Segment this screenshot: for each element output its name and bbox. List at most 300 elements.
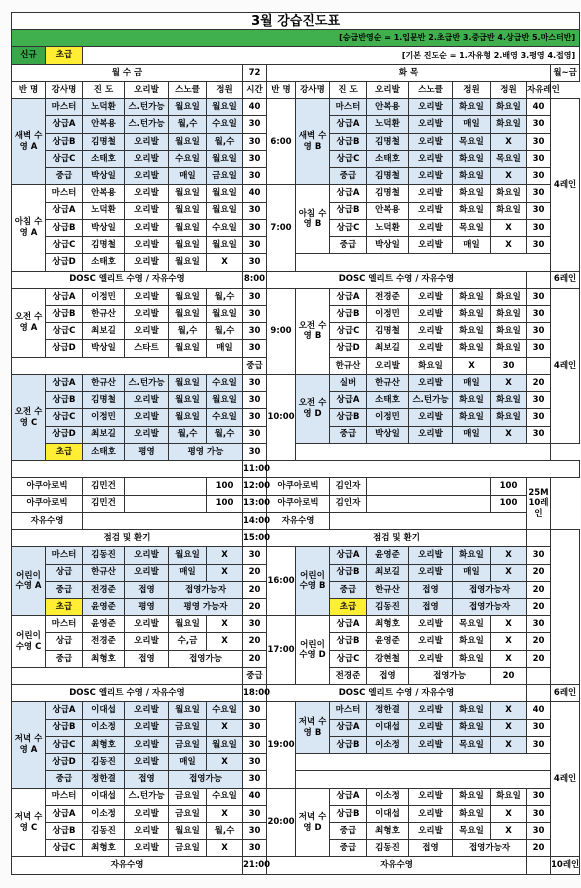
schedule-cell: 화요일 — [491, 305, 527, 322]
schedule-cell: 안복용 — [367, 202, 409, 219]
schedule-cell: 최형호 — [367, 823, 409, 840]
schedule-cell: 소태호 — [367, 150, 409, 167]
capacity-cell: 30 — [243, 150, 267, 167]
class-group: 아침 수영 B — [296, 185, 330, 254]
schedule-cell: 최형호 — [367, 616, 409, 633]
empty-cell — [125, 495, 207, 512]
schedule-cell: X — [207, 564, 243, 581]
aqua-instructor: 김민건 — [83, 495, 125, 512]
schedule-cell: 오리발 — [125, 719, 169, 736]
schedule-cell: 오리발 — [125, 219, 169, 236]
schedule-cell: 오리발 — [125, 702, 169, 719]
capacity-cell: 100 — [207, 478, 243, 495]
schedule-cell: 월요일 — [169, 374, 207, 391]
time-slot: 14:00 — [243, 512, 267, 529]
capacity-cell: 30 — [527, 719, 551, 736]
schedule-cell: 정한결 — [83, 771, 125, 788]
schedule-cell: X — [491, 168, 527, 185]
schedule-cell: 마스터 — [330, 702, 367, 719]
time-slot: 12:00 — [243, 478, 267, 495]
schedule-cell: 상급B — [330, 564, 367, 581]
schedule-cell: 오리발 — [409, 288, 453, 305]
schedule-cell: 마스터 — [46, 788, 83, 805]
schedule-cell: 상급B — [46, 392, 83, 409]
empty-cell — [527, 530, 551, 547]
capacity-cell: 30 — [527, 323, 551, 340]
schedule-cell: 이대섭 — [83, 702, 125, 719]
schedule-cell: 전경준 — [330, 667, 367, 684]
aqua-label: 아쿠아로빅 — [267, 478, 330, 495]
schedule-cell: 오리발 — [125, 168, 169, 185]
schedule-cell: 이소정 — [83, 719, 125, 736]
schedule-cell: 전경준 — [83, 581, 125, 598]
capacity-cell: 20 — [491, 667, 527, 684]
schedule-cell: 평영 가능자 — [169, 598, 243, 615]
schedule-cell: 월,수 — [169, 116, 207, 133]
schedule-cell: X — [491, 736, 527, 753]
table-row — [12, 99, 580, 116]
schedule-cell: 화요일 — [453, 150, 491, 167]
col-header: 진 도 — [330, 81, 367, 98]
schedule-cell: 화요일 — [491, 288, 527, 305]
schedule-cell: 스.턴가능 — [125, 788, 169, 805]
schedule-cell: X — [491, 823, 527, 840]
schedule-cell: 최형호 — [83, 650, 125, 667]
schedule-cell: 오리발 — [125, 323, 169, 340]
schedule-cell: 금요일 — [169, 805, 207, 822]
schedule-cell: 상급A — [330, 185, 367, 202]
schedule-cell: 김명철 — [83, 392, 125, 409]
schedule-cell: 오리발 — [125, 185, 169, 202]
schedule-cell: 초급 — [46, 443, 83, 460]
capacity-cell: 30 — [243, 305, 267, 322]
capacity-cell: 40 — [527, 99, 551, 116]
col-header: 반 명 — [12, 81, 46, 98]
schedule-cell: 오리발 — [409, 340, 453, 357]
elite-label: DOSC 엘리트 수영 / 자유수영 — [267, 685, 527, 702]
schedule-cell: 평영 — [125, 443, 169, 460]
time-slot: 15:00 — [243, 530, 267, 547]
schedule-cell: 최형호 — [83, 840, 125, 857]
schedule-cell: 중급 — [330, 823, 367, 840]
schedule-cell: 목요일 — [453, 616, 491, 633]
schedule-cell: 상급A — [330, 616, 367, 633]
schedule-cell: 오리발 — [409, 374, 453, 391]
schedule-cell: 오리발 — [409, 305, 453, 322]
schedule-cell: 최보길 — [83, 323, 125, 340]
capacity-cell: 100 — [491, 495, 527, 512]
capacity-cell: 20 — [527, 840, 551, 857]
capacity-cell: 30 — [243, 771, 267, 788]
schedule-cell: 안복용 — [83, 185, 125, 202]
col-header: 반 명 — [267, 81, 296, 98]
empty-cell — [296, 754, 551, 771]
class-group: 오전 수영 D — [296, 374, 330, 443]
schedule-cell: 오리발 — [125, 288, 169, 305]
schedule-cell: 오리발 — [409, 702, 453, 719]
schedule-cell: 오리발 — [409, 168, 453, 185]
schedule-cell: 상급C — [46, 237, 83, 254]
schedule-cell: 한규산 — [330, 357, 367, 374]
schedule-cell: 월요일 — [169, 237, 207, 254]
schedule-cell: 안복용 — [83, 116, 125, 133]
aqua-instructor: 김인자 — [330, 495, 367, 512]
aqua-label: 아쿠아로빅 — [12, 495, 83, 512]
schedule-cell: 초급 — [330, 598, 367, 615]
schedule-cell: X — [207, 633, 243, 650]
schedule-cell: 마스터 — [46, 547, 83, 564]
capacity-cell: 20 — [527, 374, 551, 391]
schedule-cell: 상급D — [46, 340, 83, 357]
schedule-cell: 월요일 — [169, 185, 207, 202]
capacity-cell: 20 — [243, 564, 267, 581]
schedule-cell: 접영가능자 — [453, 840, 527, 857]
schedule-cell: 화요일 — [453, 305, 491, 322]
table-row — [12, 857, 580, 874]
table-row — [12, 754, 580, 771]
schedule-cell: 상급B — [46, 719, 83, 736]
schedule-cell: 매일 — [453, 116, 491, 133]
table-row — [12, 547, 580, 564]
schedule-cell: 수요일 — [207, 409, 243, 426]
schedule-cell: 접영 — [125, 581, 169, 598]
capacity-cell: 30 — [527, 392, 551, 409]
schedule-cell: 중급 — [330, 840, 367, 857]
table-row — [12, 47, 580, 64]
table-row — [12, 461, 580, 478]
capacity-cell: 30 — [491, 357, 527, 374]
class-group: 오전 수영 A — [12, 288, 46, 357]
schedule-cell: 안복용 — [367, 99, 409, 116]
schedule-cell: 상급C — [46, 409, 83, 426]
schedule-cell: 화요일 — [491, 323, 527, 340]
schedule-cell: 상급C — [330, 150, 367, 167]
schedule-cell: 화요일 — [453, 288, 491, 305]
schedule-cell: 한규산 — [83, 305, 125, 322]
schedule-cell: 김명철 — [367, 133, 409, 150]
schedule-cell: 소태호 — [367, 392, 409, 409]
schedule-cell: 윤영준 — [83, 616, 125, 633]
schedule-cell: 중급 — [243, 667, 267, 684]
schedule-cell: 월요일 — [207, 305, 243, 322]
capacity-cell: 30 — [527, 237, 551, 254]
capacity-cell: 30 — [243, 702, 267, 719]
capacity-cell: 30 — [243, 219, 267, 236]
schedule-cell: 오리발 — [409, 823, 453, 840]
schedule-cell: 상급C — [330, 323, 367, 340]
schedule-cell: 오리발 — [409, 633, 453, 650]
schedule-cell: 매일 — [453, 374, 491, 391]
schedule-cell: 상급A — [330, 788, 367, 805]
schedule-cell: X — [491, 633, 527, 650]
capacity-cell: 30 — [243, 719, 267, 736]
schedule-cell: 초급 — [46, 598, 83, 615]
empty-cell — [527, 857, 551, 874]
free-lane-header: 자유레인 — [527, 81, 551, 98]
free-lane: 6레인 — [551, 685, 580, 702]
schedule-cell: 마스터 — [46, 616, 83, 633]
new-label: 신규 — [12, 47, 46, 64]
schedule-cell: 수요일 — [207, 788, 243, 805]
schedule-cell: 월,수 — [207, 133, 243, 150]
class-group: 어린이 수영 D — [296, 616, 330, 685]
class-group: 저녁 수영 D — [296, 788, 330, 857]
schedule-cell: 월요일 — [169, 254, 207, 271]
schedule-cell: X — [491, 616, 527, 633]
schedule-cell: 오리발 — [409, 788, 453, 805]
capacity-cell: 30 — [527, 305, 551, 322]
schedule-cell: 오리발 — [409, 719, 453, 736]
schedule-cell: 오리발 — [125, 633, 169, 650]
schedule-cell: 한규산 — [83, 374, 125, 391]
schedule-cell: 화요일 — [409, 357, 453, 374]
schedule-cell: 화요일 — [491, 409, 527, 426]
schedule-cell: X — [453, 357, 491, 374]
schedule-cell: 오리발 — [409, 547, 453, 564]
schedule-cell: 화요일 — [453, 788, 491, 805]
free-swim-label: 자유수영 — [267, 512, 330, 529]
capacity-cell: 100 — [207, 495, 243, 512]
table-row — [12, 30, 580, 47]
schedule-cell: 화요일 — [491, 202, 527, 219]
capacity-cell: 30 — [527, 219, 551, 236]
time-slot: 13:00 — [243, 495, 267, 512]
schedule-cell: 월요일 — [207, 99, 243, 116]
schedule-cell: 월요일 — [207, 392, 243, 409]
new-level: 초급 — [46, 47, 83, 64]
schedule-cell: 노덕환 — [83, 202, 125, 219]
capacity-cell: 30 — [243, 323, 267, 340]
schedule-cell: 상급C — [330, 219, 367, 236]
time-slot: 21:00 — [243, 857, 267, 874]
schedule-cell: 월,수 — [207, 426, 243, 443]
schedule-cell: 노덕환 — [83, 99, 125, 116]
schedule-cell: 매일 — [169, 564, 207, 581]
capacity-cell: 30 — [243, 547, 267, 564]
empty-cell — [267, 461, 580, 478]
capacity-cell: 30 — [527, 116, 551, 133]
schedule-cell: 상급A — [330, 719, 367, 736]
schedule-cell: 월요일 — [169, 133, 207, 150]
schedule-cell: 상급C — [46, 323, 83, 340]
class-group: 저녁 수영 C — [12, 788, 46, 857]
schedule-cell: 오리발 — [125, 805, 169, 822]
table-row — [12, 271, 580, 288]
schedule-cell: X — [207, 840, 243, 857]
schedule-cell: 월요일 — [207, 150, 243, 167]
schedule-cell: 한규산 — [83, 564, 125, 581]
schedule-cell: 월요일 — [169, 823, 207, 840]
schedule-cell: 김동진 — [367, 598, 409, 615]
capacity-cell: 20 — [527, 633, 551, 650]
schedule-cell: 상급C — [46, 736, 83, 753]
schedule-cell: 화요일 — [453, 392, 491, 409]
schedule-cell: 월요일 — [169, 305, 207, 322]
col-header: 오리발 — [367, 81, 409, 98]
schedule-cell: 박상일 — [367, 237, 409, 254]
schedule-cell: 접영가능자 — [453, 598, 527, 615]
schedule-cell: 화요일 — [453, 340, 491, 357]
schedule-cell: 이정민 — [367, 305, 409, 322]
schedule-cell: X — [491, 702, 527, 719]
capacity-cell: 30 — [527, 150, 551, 167]
schedule-cell: 화요일 — [453, 633, 491, 650]
schedule-cell: 접영가능자 — [453, 581, 527, 598]
time-slot: 18:00 — [243, 685, 267, 702]
schedule-cell: 금요일 — [169, 788, 207, 805]
capacity-cell: 30 — [243, 392, 267, 409]
schedule-cell: 박상일 — [83, 340, 125, 357]
schedule-cell: 수,금 — [169, 633, 207, 650]
schedule-cell: 이대섭 — [83, 788, 125, 805]
schedule-cell: 오리발 — [125, 392, 169, 409]
schedule-cell: 상급B — [330, 633, 367, 650]
schedule-cell: 상급B — [46, 823, 83, 840]
table-row — [12, 478, 580, 495]
schedule-cell: X — [491, 426, 527, 443]
col-header: 정원 — [453, 81, 491, 98]
empty-cell — [12, 461, 243, 478]
table-row — [12, 702, 580, 719]
free-lane: 10레인 — [551, 857, 580, 874]
page-title: 3월 강습진도표 — [12, 13, 580, 30]
schedule-cell: 금요일 — [207, 168, 243, 185]
schedule-cell: 목요일 — [453, 219, 491, 236]
schedule-cell: 오리발 — [409, 564, 453, 581]
free-lane: 4레인 — [551, 702, 580, 857]
time-slot: 10:00 — [267, 374, 296, 460]
schedule-cell: 마스터 — [330, 99, 367, 116]
col-header: 강사명 — [296, 81, 330, 98]
schedule-cell: 화요일 — [491, 392, 527, 409]
schedule-cell: X — [491, 374, 527, 391]
capacity-cell: 40 — [243, 99, 267, 116]
class-group: 새벽 수영 A — [12, 99, 46, 185]
schedule-cell: 상급B — [46, 133, 83, 150]
schedule-cell: 소태호 — [83, 150, 125, 167]
empty-cell — [125, 478, 207, 495]
col-header: 강사명 — [46, 81, 83, 98]
schedule-cell: X — [491, 805, 527, 822]
schedule-cell: 상급A — [330, 116, 367, 133]
right-header: 월~금 — [551, 64, 580, 81]
time-slot: 8:00 — [243, 271, 267, 288]
schedule-cell: 상급C — [46, 840, 83, 857]
table-row — [12, 13, 580, 30]
schedule-cell: 상급D — [46, 754, 83, 771]
schedule-cell: X — [207, 616, 243, 633]
schedule-cell: 상급D — [46, 426, 83, 443]
schedule-cell: 접영가능 — [169, 771, 243, 788]
capacity-cell: 40 — [243, 788, 267, 805]
schedule-cell: 오리발 — [125, 133, 169, 150]
schedule-cell: 중급 — [330, 168, 367, 185]
schedule-cell: 접영 — [125, 650, 169, 667]
col-header: 스노클 — [409, 81, 453, 98]
capacity-cell: 40 — [527, 702, 551, 719]
table-row — [12, 64, 580, 81]
schedule-cell: 김명철 — [367, 323, 409, 340]
capacity-cell: 20 — [527, 598, 551, 615]
schedule-cell: 김명철 — [83, 237, 125, 254]
schedule-cell: 화요일 — [491, 99, 527, 116]
schedule-cell: 상급B — [330, 133, 367, 150]
table-row — [12, 443, 580, 460]
empty-cell — [367, 478, 491, 495]
schedule-cell: 중급 — [46, 581, 83, 598]
schedule-cell: 오리발 — [409, 99, 453, 116]
empty-cell — [12, 357, 243, 374]
capacity-cell: 30 — [527, 288, 551, 305]
schedule-cell: 수요일 — [207, 374, 243, 391]
capacity-cell: 30 — [243, 805, 267, 822]
schedule-cell: 강현철 — [367, 650, 409, 667]
table-row — [12, 771, 580, 788]
schedule-cell: 월요일 — [169, 547, 207, 564]
schedule-cell: 금요일 — [169, 840, 207, 857]
schedule-cell: 정한결 — [367, 702, 409, 719]
schedule-table — [11, 12, 580, 875]
schedule-cell: 금요일 — [169, 719, 207, 736]
schedule-cell: 오리발 — [125, 823, 169, 840]
schedule-cell: 스타트 — [125, 340, 169, 357]
table-row — [12, 185, 580, 202]
schedule-cell: 실버 — [330, 374, 367, 391]
capacity-cell: 30 — [243, 288, 267, 305]
table-row — [12, 788, 580, 805]
schedule-cell: 월요일 — [169, 288, 207, 305]
schedule-cell: 이정민 — [83, 288, 125, 305]
schedule-cell: 화요일 — [491, 788, 527, 805]
schedule-cell: X — [207, 719, 243, 736]
schedule-cell: 이소정 — [367, 736, 409, 753]
schedule-cell: 접영가능자 — [169, 581, 243, 598]
schedule-cell: 윤영준 — [83, 598, 125, 615]
col-header: 정원 — [491, 81, 527, 98]
progress-note: [기본 진도순 = 1.자유형 2.배영 3.평영 4.접영] — [83, 47, 580, 64]
schedule-cell: 접영 — [125, 771, 169, 788]
schedule-cell: 박상일 — [367, 426, 409, 443]
capacity-cell: 30 — [243, 237, 267, 254]
free-swim-label: 자유수영 — [267, 857, 527, 874]
time-slot: 6:00 — [267, 99, 296, 185]
aqua-instructor: 김인자 — [330, 478, 367, 495]
time-slot: 17:00 — [267, 616, 296, 685]
schedule-cell: 오리발 — [409, 202, 453, 219]
time-slot: 19:00 — [267, 702, 296, 788]
schedule-cell: 상급D — [46, 254, 83, 271]
schedule-cell: 월요일 — [207, 185, 243, 202]
schedule-cell: 상급 — [46, 564, 83, 581]
schedule-cell: 월,수 — [169, 426, 207, 443]
free-swim-label: 자유수영 — [12, 512, 83, 529]
schedule-cell: 상급A — [46, 202, 83, 219]
schedule-cell: 한규산 — [367, 581, 409, 598]
schedule-cell: 상급A — [330, 288, 367, 305]
schedule-cell: 최보길 — [83, 426, 125, 443]
schedule-cell: 상급A — [46, 374, 83, 391]
schedule-cell: 상급A — [46, 116, 83, 133]
schedule-cell: 화요일 — [453, 185, 491, 202]
schedule-cell: X — [207, 254, 243, 271]
schedule-cell: 월,수 — [169, 323, 207, 340]
capacity-cell: 30 — [243, 426, 267, 443]
schedule-cell: 금요일 — [169, 736, 207, 753]
capacity-cell: 30 — [527, 547, 551, 564]
col-header: 오리발 — [125, 81, 169, 98]
schedule-cell: 월요일 — [169, 340, 207, 357]
table-row — [12, 512, 580, 529]
